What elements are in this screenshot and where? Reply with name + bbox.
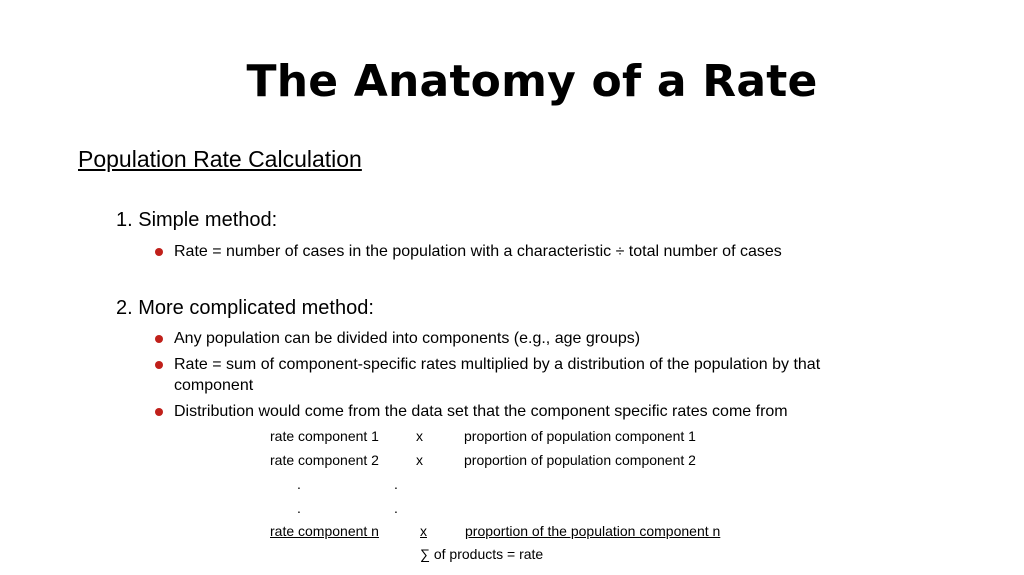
calc-row-1-op: x	[416, 428, 423, 444]
calc-row-n-right: proportion of the population component n	[465, 523, 721, 539]
bullet-text: Rate = sum of component-specific rates multiplied by a distribution of the population by that	[174, 356, 821, 373]
calc-ellipsis-left: .	[297, 500, 301, 516]
calc-ellipsis-op: .	[394, 476, 398, 492]
bullet-text: Rate = number of cases in the population with a characteristic ÷ total number of cases	[174, 243, 782, 260]
calc-row-1-right: proportion of population component 1	[464, 428, 696, 444]
bullet-text: Any population can be divided into components (e.g., age groups)	[174, 330, 641, 347]
bullet-dot-icon	[155, 408, 163, 416]
method-1-heading: 1. Simple method:	[116, 209, 278, 231]
calc-row-n-left: rate component n	[270, 523, 379, 539]
bullet-dot-icon	[155, 248, 163, 256]
calc-sum: ∑ of products = rate	[420, 546, 544, 562]
calc-ellipsis-left: .	[297, 476, 301, 492]
slide-title: The Anatomy of a Rate	[246, 56, 818, 107]
calc-row-2-left: rate component 2	[270, 452, 379, 468]
calc-row-2-op: x	[416, 452, 423, 468]
section-heading: Population Rate Calculation	[78, 146, 362, 172]
calc-row-2-right: proportion of population component 2	[464, 452, 696, 468]
bullet-dot-icon	[155, 335, 163, 343]
bullet-text: Distribution would come from the data set that the component specific rates come from	[174, 403, 788, 420]
method-2-heading: 2. More complicated method:	[116, 297, 374, 319]
bullet-dot-icon	[155, 361, 163, 369]
calc-row-n-op: x	[420, 523, 427, 539]
calc-row-1-left: rate component 1	[270, 428, 379, 444]
bullet-text: component	[174, 377, 254, 394]
calc-ellipsis-op: .	[394, 500, 398, 516]
